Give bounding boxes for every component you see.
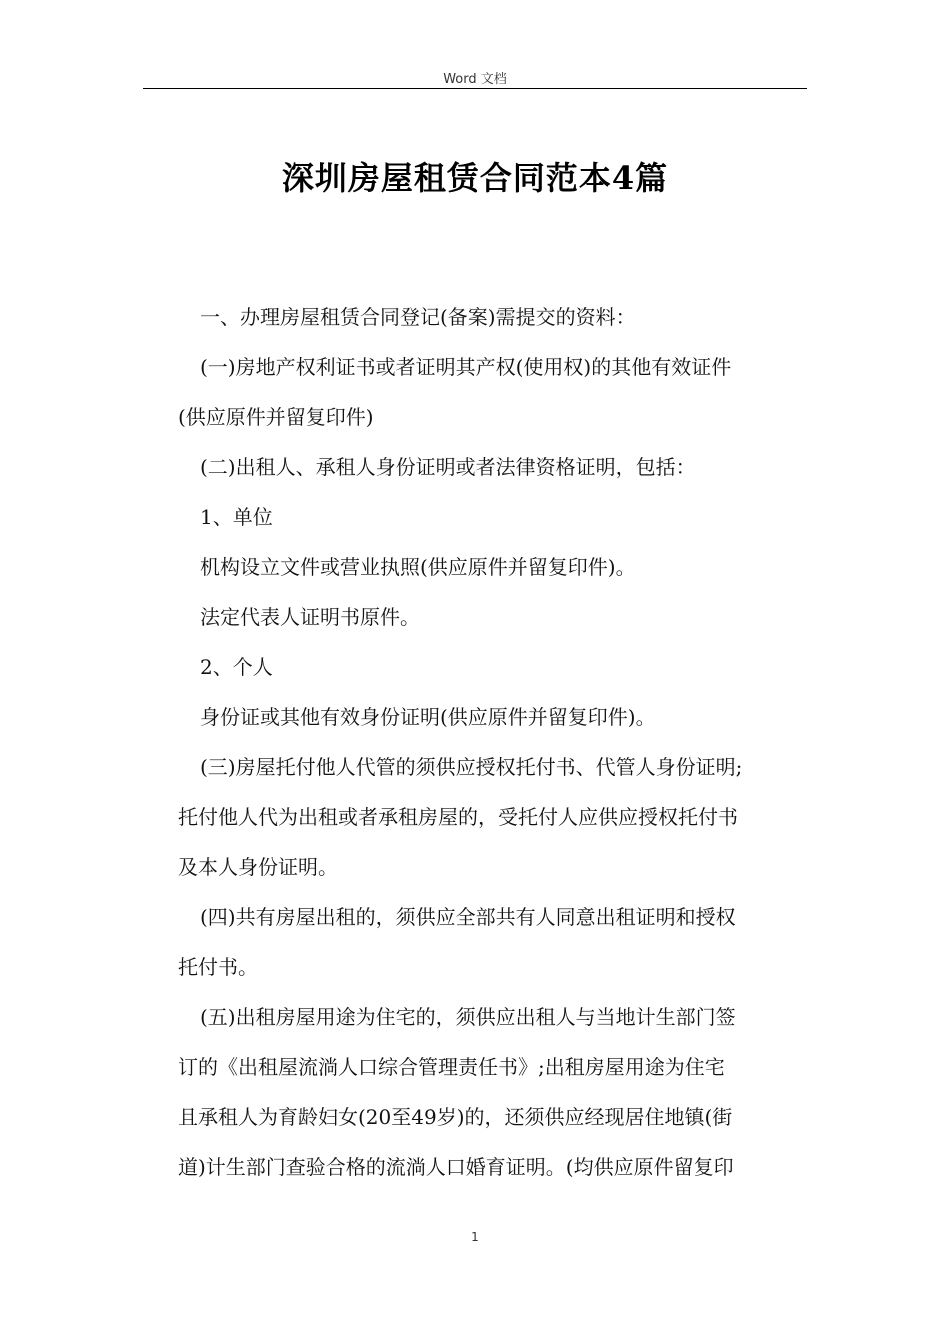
paragraph-line: (五)出租房屋用途为住宅的，须供应出租人与当地计生部门签 [200,1005,736,1029]
paragraph-line: (四)共有房屋出租的，须供应全部共有人同意出租证明和授权 [200,905,736,929]
paragraph-line: 1、单位 [200,505,273,529]
header-divider [143,88,807,89]
document-title: 深圳房屋租赁合同范本4篇 [281,159,669,197]
paragraph-line: 法定代表人证明书原件。 [200,605,420,629]
paragraph-line: (二)出租人、承租人身份证明或者法律资格证明，包括： [200,455,696,479]
page-number: 1 [471,1230,479,1244]
paragraph-line: (供应原件并留复印件) [178,405,374,429]
paragraph-line: 订的《出租屋流淌人口综合管理责任书》;出租房屋用途为住宅 [178,1055,725,1079]
paragraph-line: (三)房屋托付他人代管的须供应授权托付书、代管人身份证明; [200,755,743,779]
paragraph-line: 一、办理房屋租赁合同登记(备案)需提交的资料： [200,305,636,329]
paragraph-line: 及本人身份证明。 [178,855,338,879]
paragraph-line: 托付他人代为出租或者承租房屋的，受托付人应供应授权托付书 [178,805,738,829]
paragraph-line: 身份证或其他有效身份证明(供应原件并留复印件)。 [200,705,656,729]
paragraph-line: 且承租人为育龄妇女(20至49岁)的，还须供应经现居住地镇(街 [178,1105,733,1129]
paragraph-line: (一)房地产权利证书或者证明其产权(使用权)的其他有效证件 [200,355,732,379]
document-body [178,292,806,1192]
paragraph-line: 道)计生部门查验合格的流淌人口婚育证明。(均供应原件留复印 [178,1155,734,1179]
paragraph-line: 2、个人 [200,655,273,679]
paragraph-line: 机构设立文件或营业执照(供应原件并留复印件)。 [200,555,636,579]
header-label: Word 文档 [443,72,507,87]
paragraph-line: 托付书。 [178,955,258,979]
